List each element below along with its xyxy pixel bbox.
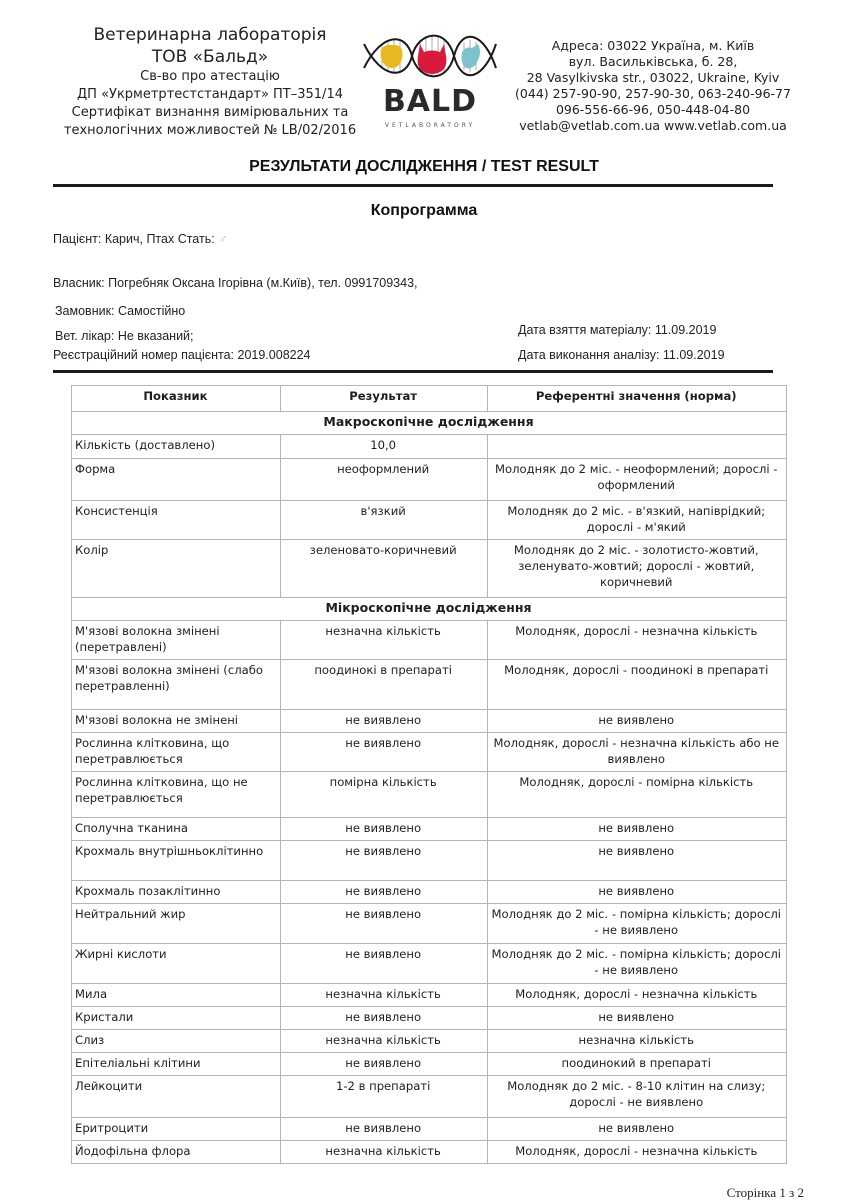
logo-brand: BALD xyxy=(382,84,478,119)
result-cell: не виявлено xyxy=(280,1007,487,1030)
result-cell: не виявлено xyxy=(280,818,487,841)
date-taken: Дата взяття матеріалу: 11.09.2019 xyxy=(518,323,717,337)
table-row xyxy=(72,540,787,598)
result-cell: не виявлено xyxy=(280,881,487,904)
owner-info: Власник: Погребняк Оксана Ігорівна (м.Київ), тел. 0991709343, xyxy=(53,276,418,290)
section-title: Мікроскопічне дослідження xyxy=(72,598,787,621)
result-cell: в'язкий xyxy=(280,501,487,540)
bald-logo xyxy=(362,30,498,134)
indicator-cell: Крохмаль внутрішньоклітинно xyxy=(72,841,281,881)
cert-line: ДП «Укрметртестстандарт» ПТ–351/14 xyxy=(77,87,343,102)
reference-cell: не виявлено xyxy=(487,1007,787,1030)
patient-info: Пацієнт: Карич, Птах Стать: xyxy=(53,232,215,246)
reference-cell: Молодняк до 2 міс. - помірна кількість; дорослі - не виявлено xyxy=(487,904,787,944)
reference-cell: Молодняк до 2 міс. - помірна кількість; дорослі - не виявлено xyxy=(487,944,787,984)
col-header-reference: Референтні значення (норма) xyxy=(487,386,787,412)
result-cell: 10,0 xyxy=(280,435,487,459)
table-row xyxy=(72,435,787,459)
indicator-cell: Форма xyxy=(72,459,281,501)
table-row xyxy=(72,841,787,881)
customer-label: Замовник: xyxy=(55,304,115,318)
table-row xyxy=(72,660,787,710)
patient-line xyxy=(53,232,228,246)
table-row xyxy=(72,1053,787,1076)
reference-cell: не виявлено xyxy=(487,710,787,733)
reference-cell: не виявлено xyxy=(487,881,787,904)
address-line: вул. Васильківська, б. 28, xyxy=(568,54,738,69)
section-title: Макроскопічне дослідження xyxy=(72,412,787,435)
indicator-cell: М'язові волокна не змінені xyxy=(72,710,281,733)
vet-line xyxy=(55,329,194,343)
result-cell: незначна кількість xyxy=(280,1030,487,1053)
indicator-cell: Лейкоцити xyxy=(72,1076,281,1118)
indicator-cell: Сполучна тканина xyxy=(72,818,281,841)
table-row xyxy=(72,1076,787,1118)
registration-number: Реєстраційний номер пацієнта: 2019.008224 xyxy=(53,348,311,362)
table-row xyxy=(72,733,787,772)
table-row xyxy=(72,710,787,733)
logo-tagline: VETLABORATORY xyxy=(384,122,476,129)
result-cell: незначна кількість xyxy=(280,621,487,660)
table-row xyxy=(72,984,787,1007)
section-header-row xyxy=(72,412,787,435)
section-header-row xyxy=(72,598,787,621)
table-row xyxy=(72,459,787,501)
document-title: РЕЗУЛЬТАТИ ДОСЛІДЖЕННЯ / TEST RESULT xyxy=(249,158,599,175)
male-icon: ♂ xyxy=(218,232,228,246)
reference-cell xyxy=(487,435,787,459)
table-row xyxy=(72,904,787,944)
lab-info xyxy=(60,24,360,140)
table-row xyxy=(72,1030,787,1053)
indicator-cell: Епітеліальні клітини xyxy=(72,1053,281,1076)
reference-cell: поодинокий в препараті xyxy=(487,1053,787,1076)
vet-value: Не вказаний; xyxy=(117,329,194,343)
indicator-cell: Кількість (доставлено) xyxy=(72,435,281,459)
reference-cell: Молодняк, дорослі - незначна кількість xyxy=(487,1141,787,1164)
reference-cell: Молодняк, дорослі - незначна кількість xyxy=(487,984,787,1007)
indicator-cell: Рослинна клітковина, що не перетравлюється xyxy=(72,772,281,818)
reference-cell: не виявлено xyxy=(487,818,787,841)
cert-line: технологічних можливостей № LB/02/2016 xyxy=(63,123,357,138)
reference-cell: Молодняк до 2 міс. - в'язкий, напіврідкий; дорослі - м'який xyxy=(487,501,787,540)
indicator-cell: Консистенція xyxy=(72,501,281,540)
date-done: Дата виконання аналізу: 11.09.2019 xyxy=(518,348,725,362)
reference-cell: Молодняк до 2 міс. - неоформлений; дорослі - оформлений xyxy=(487,459,787,501)
vet-label: Вет. лікар: xyxy=(55,329,115,343)
table-row xyxy=(72,1007,787,1030)
reference-cell: Молодняк, дорослі - помірна кількість xyxy=(487,772,787,818)
col-header-indicator: Показник xyxy=(72,386,281,412)
indicator-cell: М'язові волокна змінені (перетравлені) xyxy=(72,621,281,660)
lab-name: Ветеринарна лабораторія xyxy=(93,25,327,45)
reference-cell: Молодняк до 2 міс. - 8-10 клітин на слизу; дорослі - не виявлено xyxy=(487,1076,787,1118)
result-cell: не виявлено xyxy=(280,1053,487,1076)
indicator-cell: Кристали xyxy=(72,1007,281,1030)
table-row xyxy=(72,1141,787,1164)
info-divider xyxy=(53,370,773,373)
analysis-title: Копрограмма xyxy=(370,202,478,219)
result-cell: не виявлено xyxy=(280,904,487,944)
lab-contacts xyxy=(508,38,798,134)
result-cell: зеленовато-коричневий xyxy=(280,540,487,598)
title-divider xyxy=(53,184,773,187)
customer-line xyxy=(55,304,185,318)
indicator-cell: Нейтральний жир xyxy=(72,904,281,944)
result-cell: поодинокі в препараті xyxy=(280,660,487,710)
results-table xyxy=(71,385,787,1164)
reference-cell: Молодняк, дорослі - поодинокі в препараті xyxy=(487,660,787,710)
indicator-cell: Рослинна клітковина, що перетравлюється xyxy=(72,733,281,772)
indicator-cell: Колір xyxy=(72,540,281,598)
phone-line: 096-556-66-96, 050-448-04-80 xyxy=(555,102,751,117)
company-name: ТОВ «Бальд» xyxy=(151,47,269,67)
result-cell: не виявлено xyxy=(280,1118,487,1141)
reference-cell: Молодняк до 2 міс. - золотисто-жовтий, зеленувато-жовтий; дорослі - жовтий, коричневий xyxy=(487,540,787,598)
indicator-cell: Крохмаль позаклітинно xyxy=(72,881,281,904)
indicator-cell: Мила xyxy=(72,984,281,1007)
email-web-line: vetlab@vetlab.com.ua www.vetlab.com.ua xyxy=(519,118,787,133)
page-number: Сторінка 1 з 2 xyxy=(726,1185,804,1200)
result-cell: незначна кількість xyxy=(280,984,487,1007)
result-cell: незначна кількість xyxy=(280,1141,487,1164)
phone-line: (044) 257-90-90, 257-90-30, 063-240-96-77 xyxy=(515,86,791,101)
reference-cell: не виявлено xyxy=(487,1118,787,1141)
indicator-cell: Жирні кислоти xyxy=(72,944,281,984)
table-header-row xyxy=(72,386,787,412)
result-cell: не виявлено xyxy=(280,710,487,733)
result-cell: не виявлено xyxy=(280,733,487,772)
address-line: Адреса: 03022 Україна, м. Київ xyxy=(551,38,755,53)
result-cell: 1-2 в препараті xyxy=(280,1076,487,1118)
table-row xyxy=(72,881,787,904)
table-row xyxy=(72,818,787,841)
result-cell: не виявлено xyxy=(280,944,487,984)
reference-cell: Молодняк, дорослі - незначна кількість xyxy=(487,621,787,660)
result-cell: неоформлений xyxy=(280,459,487,501)
table-row xyxy=(72,501,787,540)
table-row xyxy=(72,621,787,660)
indicator-cell: Слиз xyxy=(72,1030,281,1053)
indicator-cell: Йодофільна флора xyxy=(72,1141,281,1164)
reference-cell: незначна кількість xyxy=(487,1030,787,1053)
address-line: 28 Vasylkivska str., 03022, Ukraine, Kyiv xyxy=(526,70,780,85)
result-cell: не виявлено xyxy=(280,841,487,881)
indicator-cell: М'язові волокна змінені (слабо перетравленні) xyxy=(72,660,281,710)
table-row xyxy=(72,1118,787,1141)
reference-cell: Молодняк, дорослі - незначна кількість або не виявлено xyxy=(487,733,787,772)
col-header-result: Результат xyxy=(280,386,487,412)
cert-line: Сертифікат визнання вимірювальних та xyxy=(71,105,349,120)
indicator-cell: Еритроцити xyxy=(72,1118,281,1141)
customer-value: Самостійно xyxy=(118,304,186,318)
table-row xyxy=(72,772,787,818)
dna-animals-icon xyxy=(362,30,498,82)
cert-line: Св-во про атестацію xyxy=(140,69,280,84)
reference-cell: не виявлено xyxy=(487,841,787,881)
result-cell: помірна кількість xyxy=(280,772,487,818)
table-row xyxy=(72,944,787,984)
